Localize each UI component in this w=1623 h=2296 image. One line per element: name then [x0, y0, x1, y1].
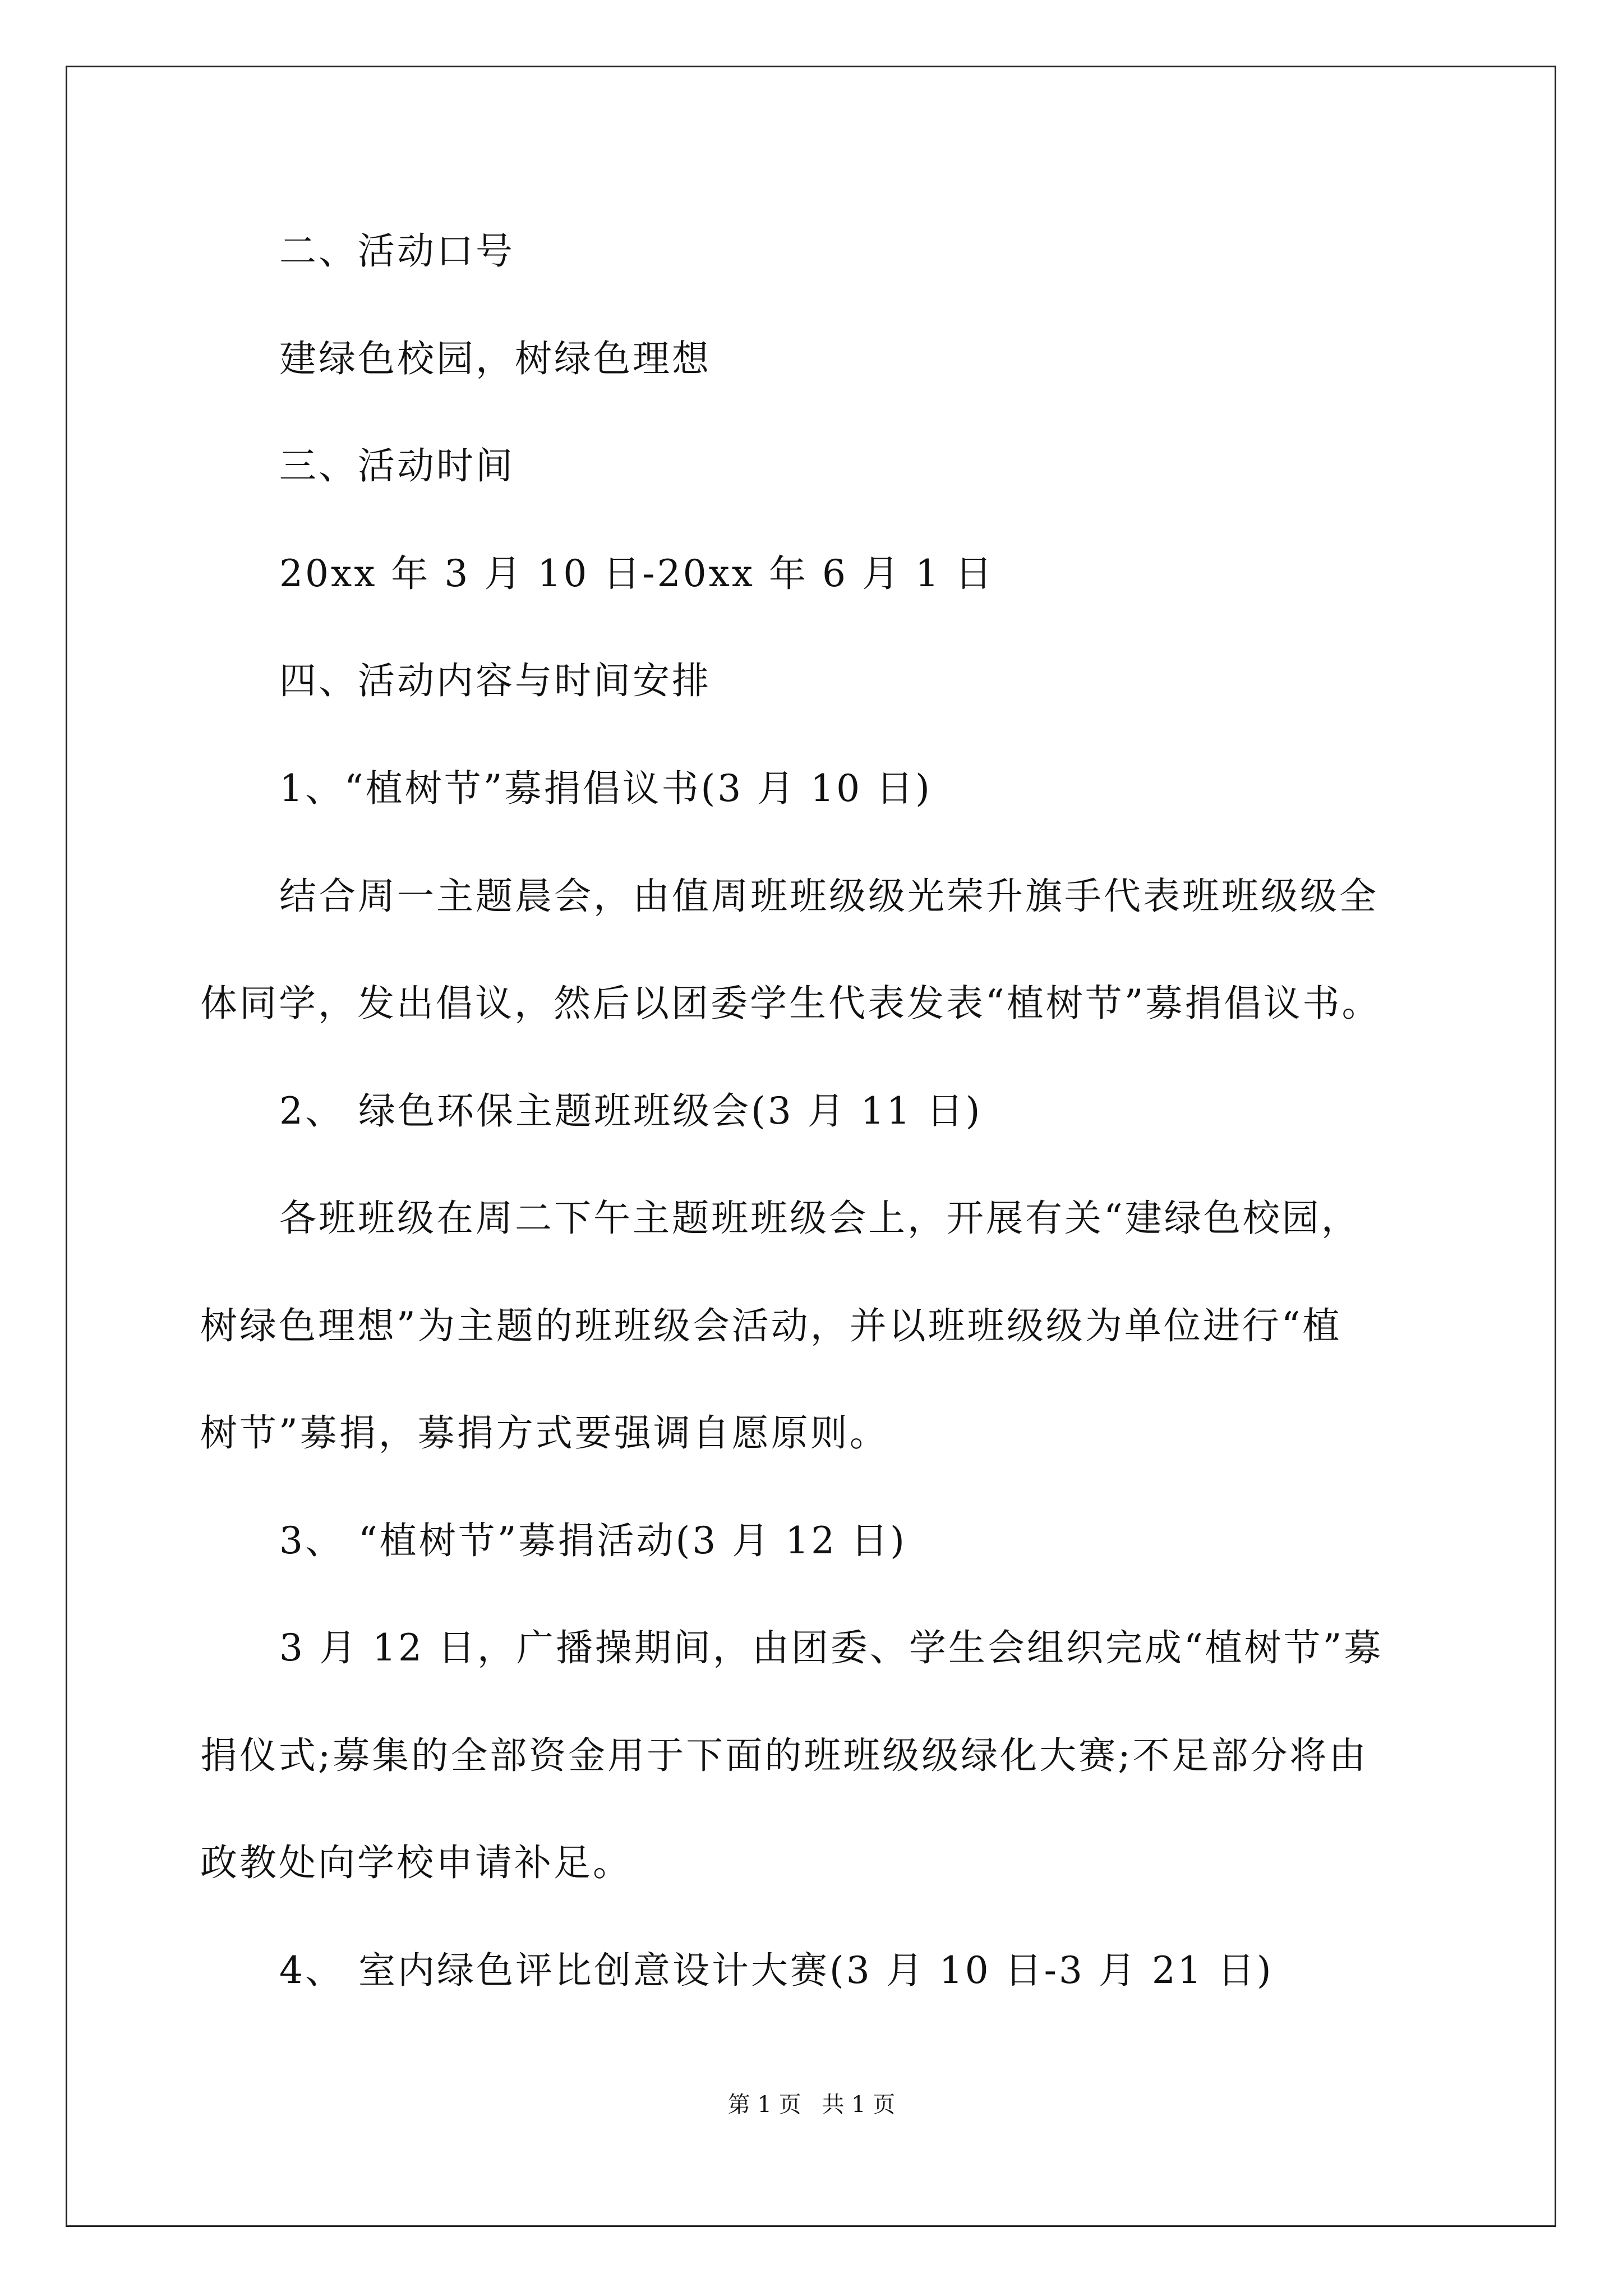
heading-content: 四、活动内容与时间安排	[279, 659, 711, 702]
item2-paragraph-line-2: 树绿色理想”为主题的班班级会活动，并以班班级级为单位进行“植	[200, 1304, 1342, 1347]
time-text: 20xx 年 3 月 10 日-20xx 年 6 月 1 日	[279, 552, 994, 595]
item3-paragraph-line-1: 3 月 12 日，广播操期间，由团委、学生会组织完成“植树节”募	[279, 1626, 1384, 1669]
item4-title: 4、 室内绿色评比创意设计大赛(3 月 10 日-3 月 21 日)	[279, 1949, 1274, 1992]
item1-title: 1、“植树节”募捐倡议书(3 月 10 日)	[279, 767, 932, 810]
item3-paragraph-line-2: 捐仪式;募集的全部资金用于下面的班班级级绿化大赛;不足部分将由	[200, 1734, 1368, 1777]
page-border	[66, 66, 1556, 2227]
page-footer	[0, 2093, 1623, 2116]
page-number-current: 第 1 页	[727, 2092, 801, 2118]
item2-paragraph-line-1: 各班班级在周二下午主题班班级会上，开展有关“建绿色校园，	[279, 1197, 1361, 1240]
item3-paragraph-line-3: 政教处向学校申请补足。	[200, 1841, 632, 1884]
item3-title: 3、 “植树节”募捐活动(3 月 12 日)	[279, 1519, 907, 1562]
item2-paragraph-line-3: 树节”募捐，募捐方式要强调自愿原则。	[200, 1411, 889, 1455]
item1-paragraph-line-2: 体同学，发出倡议，然后以团委学生代表发表“植树节”募捐倡议书。	[200, 982, 1381, 1025]
heading-time: 三、活动时间	[279, 444, 515, 487]
page-number-total: 共 1 页	[822, 2092, 896, 2118]
slogan-text: 建绿色校园，树绿色理想	[279, 337, 711, 380]
item2-title: 2、 绿色环保主题班班级会(3 月 11 日)	[279, 1089, 983, 1133]
item1-paragraph-line-1: 结合周一主题晨会，由值周班班级级光荣升旗手代表班班级级全	[279, 875, 1378, 918]
heading-slogan: 二、活动口号	[279, 229, 515, 273]
